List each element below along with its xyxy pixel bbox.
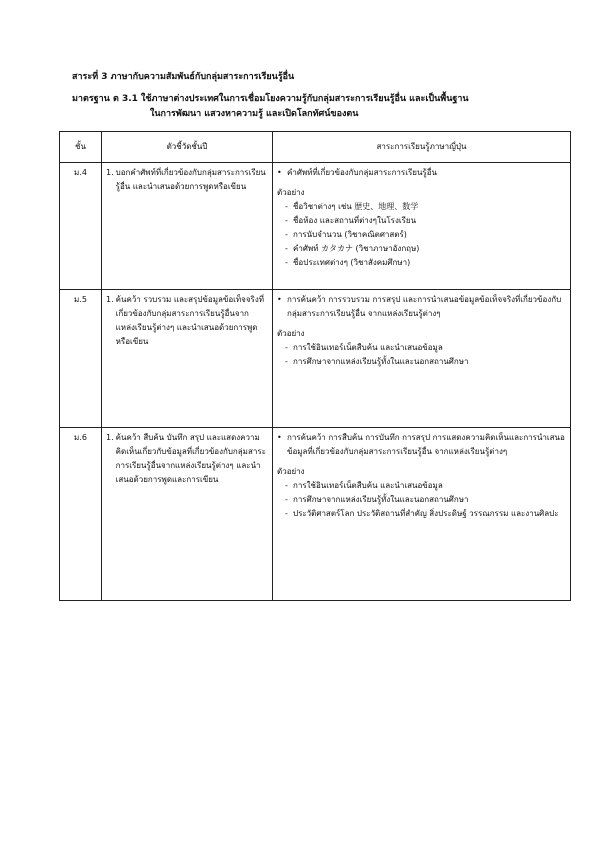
indicator-number: 1. bbox=[106, 168, 114, 177]
example-text: การศึกษาจากแหล่งเรียนรู้ทั้งในและนอกสถานศึกษา bbox=[293, 357, 469, 366]
bullet-icon: • bbox=[277, 433, 282, 442]
list-item: - การใช้อินเทอร์เน็ตสืบค้น และนำเสนอข้อมูล bbox=[285, 479, 566, 493]
list-item: - ชื่อวิชาต่างๆ เช่น 歴史、地理、数学 bbox=[285, 200, 566, 214]
indicator-text: ค้นคว้า สืบค้น บันทึก สรุป และแสดงความคิดเห็นเกี่ยวกับข้อมูลที่เกี่ยวข้องกับกลุ่มสาระการเรียนรู้อื่นจากแหล่งเรียนรู้ต่างๆ และนำเสนอด้วยการพูดและการเขียน bbox=[115, 433, 266, 484]
content-text: การค้นคว้า การรวบรวม การสรุป และการนำเสนอข้อมูลข้อเท็จจริงที่เกี่ยวข้องกับกลุ่มสาระการเรียนรู้อื่น จากแหล่งเรียนรู้ต่างๆ bbox=[287, 295, 562, 318]
list-item: - การศึกษาจากแหล่งเรียนรู้ทั้งในและนอกสถานศึกษา bbox=[285, 493, 566, 507]
table-row bbox=[60, 163, 571, 290]
grade-level: ม.5 bbox=[60, 290, 102, 428]
indicator-cell bbox=[102, 428, 273, 601]
example-text: การใช้อินเทอร์เน็ตสืบค้น และนำเสนอข้อมูล bbox=[293, 481, 443, 490]
example-text: ชื่อห้อง และสถานที่ต่างๆในโรงเรียน bbox=[293, 216, 417, 225]
example-label: ตัวอย่าง bbox=[277, 467, 305, 476]
example-list bbox=[277, 341, 566, 369]
indicator-cell bbox=[102, 163, 273, 290]
curriculum-table bbox=[59, 131, 571, 601]
example-text: ประวัติศาสตร์โลก ประวัติสถานที่สำคัญ สิ่งประดิษฐ์ วรรณกรรม และงานศิลปะ bbox=[293, 509, 559, 518]
indicator-cell bbox=[102, 290, 273, 428]
example-text: ชื่อวิชาต่างๆ เช่น 歴史、地理、数学 bbox=[293, 202, 419, 211]
example-text: การศึกษาจากแหล่งเรียนรู้ทั้งในและนอกสถานศึกษา bbox=[293, 495, 469, 504]
list-item: - การนับจำนวน (วิชาคณิตศาสตร์) bbox=[285, 228, 566, 242]
table-header-row bbox=[60, 132, 571, 163]
bullet-icon: • bbox=[277, 168, 282, 177]
indicator-text: ค้นคว้า รวบรวม และสรุปข้อมูลข้อเท็จจริงที่เกี่ยวข้องกับกลุ่มสาระการเรียนรู้อื่นจากแหล่งเรียนรู้ต่างๆ และนำเสนอด้วยการพูดหรือเขียน bbox=[115, 295, 265, 346]
content-text: คำศัพท์ที่เกี่ยวข้องกับกลุ่มสาระการเรียนรู้อื่น bbox=[287, 168, 437, 177]
list-item: - คำศัพท์ カタカナ (วิชาภาษาอังกฤษ) bbox=[285, 242, 566, 256]
standard-title-continued: ในการพัฒนา แสวงหาความรู้ และเปิดโลกทัศน์ของตน bbox=[150, 109, 359, 119]
indicator-text: บอกคำศัพท์ที่เกี่ยวข้องกับกลุ่มสาระการเรียนรู้อื่น และนำเสนอด้วยการพูดหรือเขียน bbox=[115, 168, 266, 191]
list-item: - การศึกษาจากแหล่งเรียนรู้ทั้งในและนอกสถานศึกษา bbox=[285, 355, 566, 369]
content-cell bbox=[273, 163, 571, 290]
list-item: - ประวัติศาสตร์โลก ประวัติสถานที่สำคัญ สิ่งประดิษฐ์ วรรณกรรม และงานศิลปะ bbox=[285, 507, 566, 521]
grade-level: ม.4 bbox=[60, 163, 102, 290]
grade-level: ม.6 bbox=[60, 428, 102, 601]
example-text: การใช้อินเทอร์เน็ตสืบค้น และนำเสนอข้อมูล bbox=[293, 343, 443, 352]
list-item: - ชื่อประเทศต่างๆ (วิชาสังคมศึกษา) bbox=[285, 256, 566, 270]
example-list bbox=[277, 200, 566, 270]
indicator-number: 1. bbox=[106, 295, 114, 304]
indicator-number: 1. bbox=[106, 433, 114, 442]
table-row bbox=[60, 290, 571, 428]
example-text: ชื่อประเทศต่างๆ (วิชาสังคมศึกษา) bbox=[293, 258, 411, 267]
example-list bbox=[277, 479, 566, 521]
content-cell bbox=[273, 290, 571, 428]
header-content: สาระการเรียนรู้ภาษาญี่ปุ่น bbox=[273, 132, 571, 163]
standard-title: มาตรฐาน ต 3.1 ใช้ภาษาต่างประเทศในการเชื่อมโยงความรู้กับกลุ่มสาระการเรียนรู้อื่น และเป็นพื้นฐาน bbox=[72, 94, 469, 104]
list-item: - การใช้อินเทอร์เน็ตสืบค้น และนำเสนอข้อมูล bbox=[285, 341, 566, 355]
header-indicator: ตัวชี้วัดชั้นปี bbox=[102, 132, 273, 163]
example-text: คำศัพท์ カタカナ (วิชาภาษาอังกฤษ) bbox=[293, 244, 420, 253]
header-level: ชั้น bbox=[60, 132, 102, 163]
content-cell bbox=[273, 428, 571, 601]
bullet-icon: • bbox=[277, 295, 282, 304]
example-text: การนับจำนวน (วิชาคณิตศาสตร์) bbox=[293, 230, 407, 239]
example-label: ตัวอย่าง bbox=[277, 188, 305, 197]
list-item: - ชื่อห้อง และสถานที่ต่างๆในโรงเรียน bbox=[285, 214, 566, 228]
strand-title: สาระที่ 3 ภาษากับความสัมพันธ์กับกลุ่มสาระการเรียนรู้อื่น bbox=[72, 72, 295, 82]
content-text: การค้นคว้า การสืบค้น การบันทึก การสรุป การแสดงความคิดเห็นและการนำเสนอข้อมูลที่เกี่ยวข้องกับกลุ่มสาระการเรียนรู้อื่น จากแหล่งเรียนรู้ต่างๆ bbox=[287, 433, 565, 456]
table-row bbox=[60, 428, 571, 601]
example-label: ตัวอย่าง bbox=[277, 329, 305, 338]
